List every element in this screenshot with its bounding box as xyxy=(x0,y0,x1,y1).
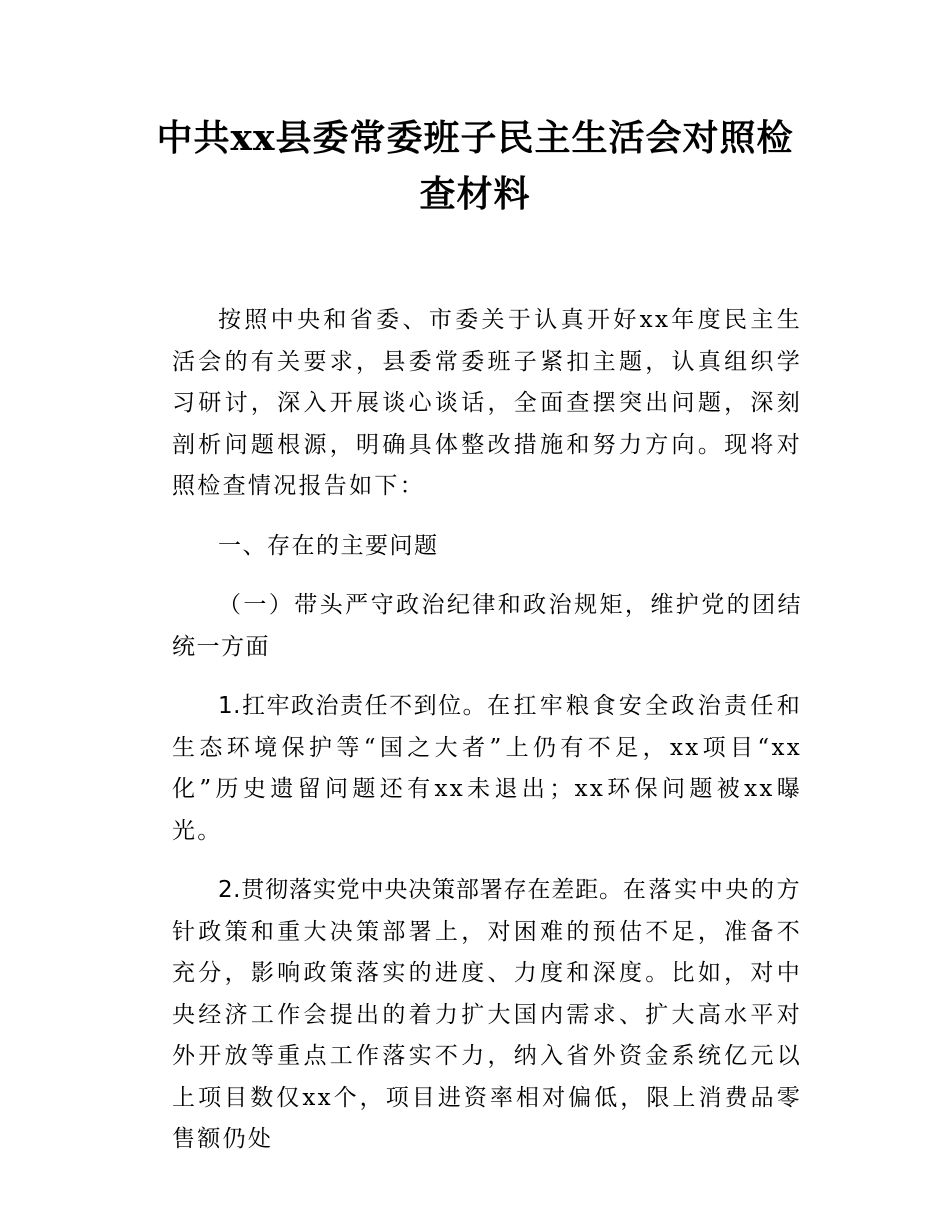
document-body xyxy=(172,300,802,1161)
list-item xyxy=(172,686,802,852)
item-text: 在落实中央的方针政策和重大决策部署上，对困难的预估不足，准备不充分，影响政策落实的进度、力度和深度。比如，对中央经济工作会提出的着力扩大国内需求、扩大高水平对外开放等重点工作落实不力，纳入省外资金系统亿元以上项目数仅xx个，项目进资率相对偏低，限上消费品零售额仍处 xyxy=(172,877,802,1152)
intro-paragraph: 按照中央和省委、市委关于认真开好xx年度民主生活会的有关要求，县委常委班子紧扣主题，认真组织学习研讨，深入开展谈心谈话，全面查摆突出问题，深刻剖析问题根源，明确具体整改措施和努力方向。现将对照检查情况报告如下： xyxy=(172,307,802,499)
item-lead: 2.贯彻落实党中央决策部署存在差距。 xyxy=(218,877,623,903)
document-title: 中共xx县委常委班子民主生活会对照检查材料 xyxy=(156,117,794,215)
list-item xyxy=(172,870,802,1161)
item-text: 在扛牢粮食安全政治责任和生态环境保护等“国之大者”上仍有不足，xx项目“xx化”历史遗留问题还有xx未退出；xx环保问题被xx曝光。 xyxy=(172,693,802,844)
item-lead: 1.扛牢政治责任不到位。 xyxy=(218,693,488,719)
subsection-heading: （一）带头严守政治纪律和政治规矩，维护党的团结统一方面 xyxy=(172,592,802,660)
section-heading: 一、存在的主要问题 xyxy=(218,532,439,559)
